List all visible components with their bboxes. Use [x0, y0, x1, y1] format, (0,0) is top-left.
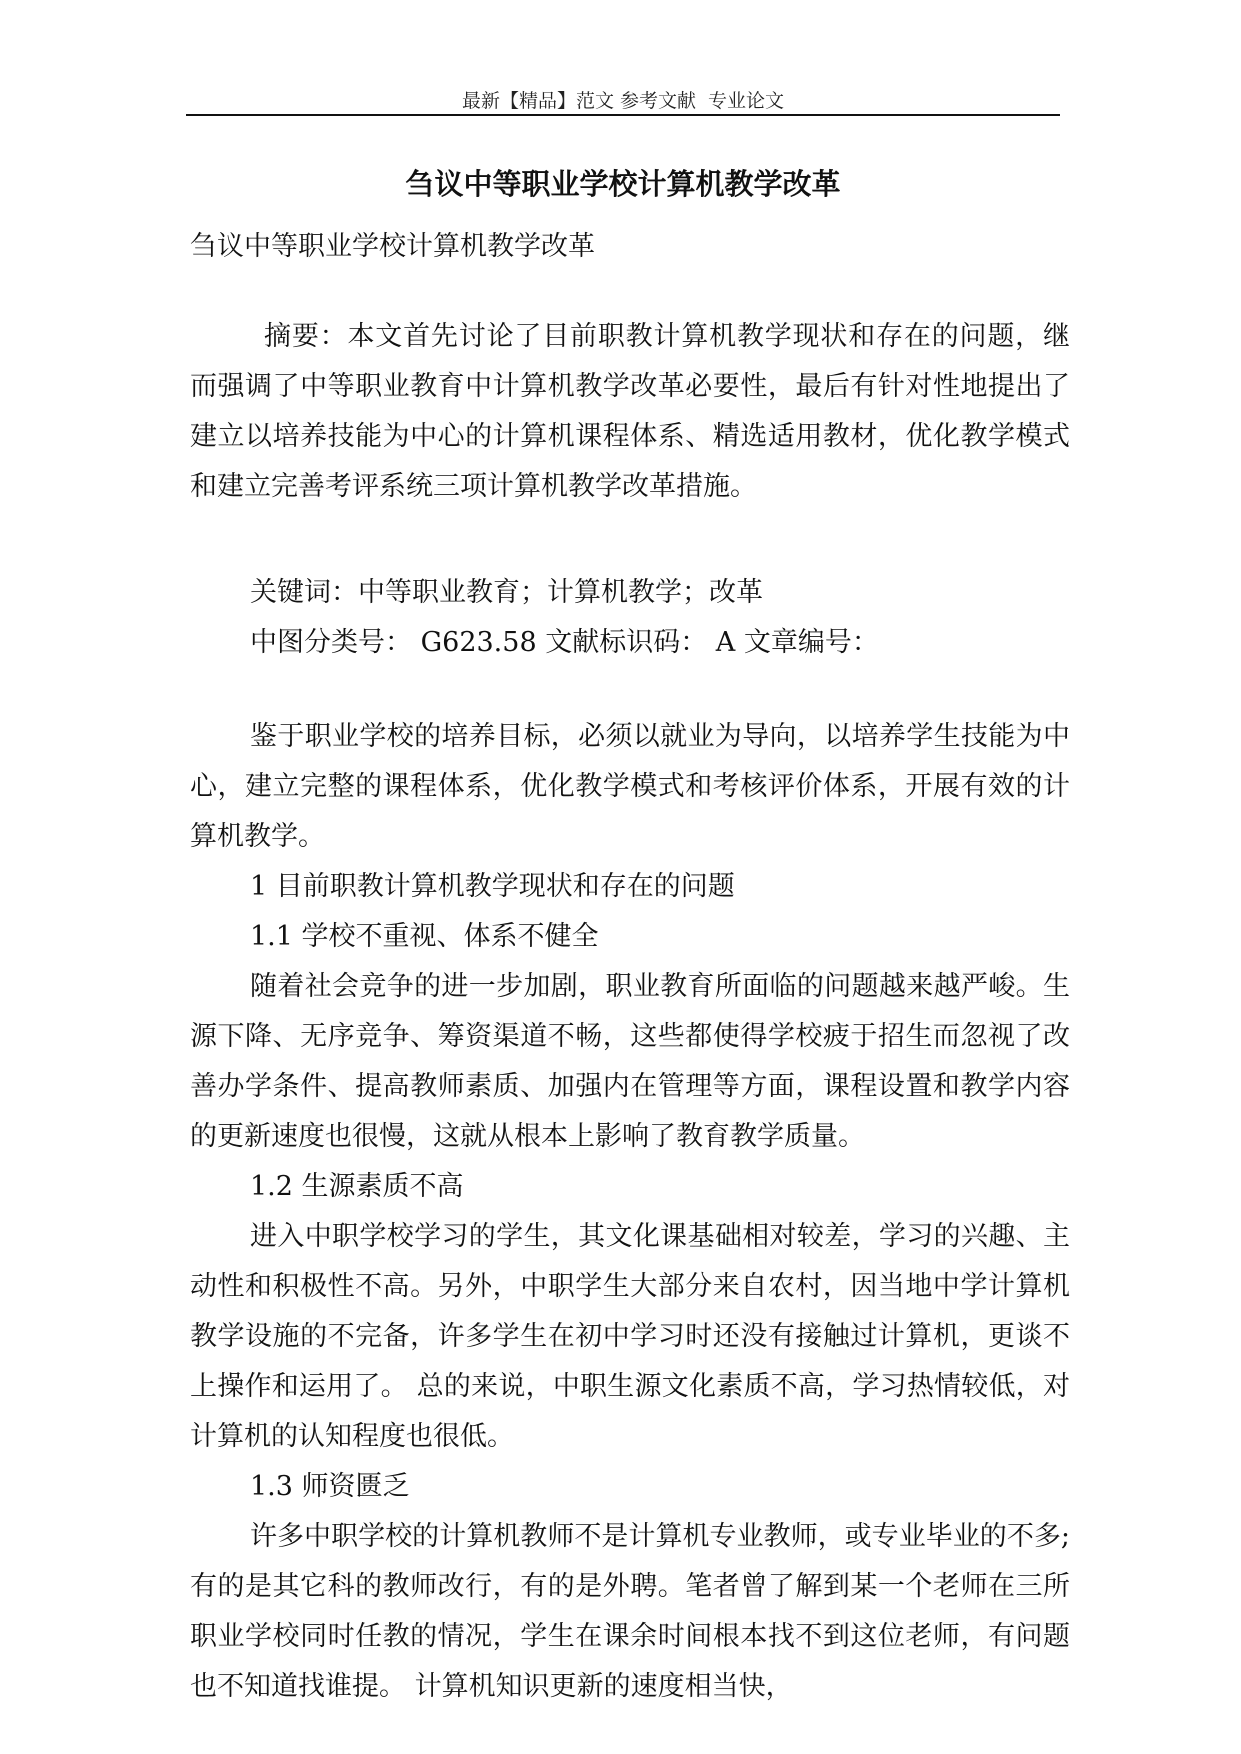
- section-1-2-paragraph: 进入中职学校学习的学生，其文化课基础相对较差，学习的兴趣、主动性和积极性不高。另外，中职学生大部分来自农村，因当地中学计算机教学设施的不完备，许多学生在初中学习时还没有接触过计算机，更谈不上操作和运用了。 总的来说，中职生源文化素质不高，学习热情较低，对计算机的认知程度也很低。: [190, 1221, 1070, 1452]
- classification-line: 中图分类号： G623.58 文献标识码： A 文章编号：: [250, 627, 879, 658]
- document-subtitle: 刍议中等职业学校计算机教学改革: [190, 231, 595, 262]
- document-body: [190, 222, 1070, 1712]
- section-1-3-paragraph: 许多中职学校的计算机教师不是计算机专业教师，或专业毕业的不多; 有的是其它科的教师改行，有的是外聘。笔者曾了解到某一个老师在三所职业学校同时任教的情况，学生在课余时间根本找不到这位老师，有问题也不知道找谁提。 计算机知识更新的速度相当快，: [190, 1521, 1070, 1702]
- section-1-1-paragraph: 随着社会竞争的进一步加剧，职业教育所面临的问题越来越严峻。生源下降、无序竞争、筹资渠道不畅，这些都使得学校疲于招生而忽视了改善办学条件、提高教师素质、加强内在管理等方面，课程设置和教学内容的更新速度也很慢，这就从根本上影响了教育教学质量。: [190, 971, 1070, 1152]
- intro-paragraph: 鉴于职业学校的培养目标，必须以就业为导向，以培养学生技能为中心，建立完整的课程体系，优化教学模式和考核评价体系，开展有效的计算机教学。: [190, 721, 1070, 852]
- section-1-heading: 1 目前职教计算机教学现状和存在的问题: [250, 871, 735, 902]
- abstract-paragraph: 摘要：本文首先讨论了目前职教计算机教学现状和存在的问题，继而强调了中等职业教育中计算机教学改革必要性，最后有针对性地提出了建立以培养技能为中心的计算机课程体系、精选适用教材，优化教学模式和建立完善考评系统三项计算机教学改革措施。: [190, 321, 1070, 502]
- section-1-2-heading: 1.2 生源素质不高: [250, 1171, 464, 1202]
- section-1-1-heading: 1.1 学校不重视、体系不健全: [250, 921, 599, 952]
- header-divider: [186, 114, 1060, 116]
- document-title: 刍议中等职业学校计算机教学改革: [405, 167, 841, 201]
- page-header: 最新【精品】范文 参考文献 专业论文: [461, 90, 785, 112]
- section-1-3-heading: 1.3 师资匮乏: [250, 1471, 410, 1502]
- keywords-line: 关键词：中等职业教育；计算机教学；改革: [250, 577, 763, 608]
